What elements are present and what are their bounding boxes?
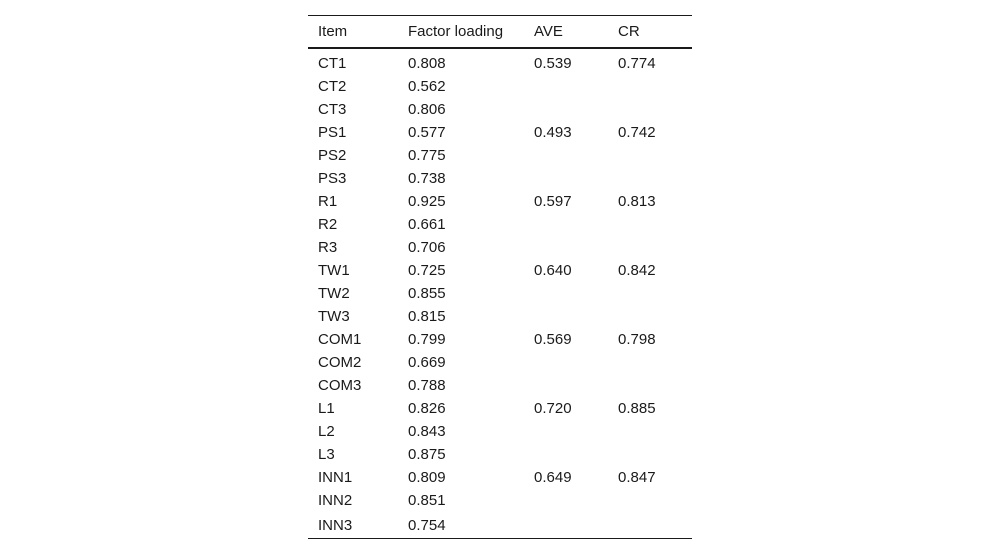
cr-cell [608,489,692,512]
header-cr: CR [608,16,692,49]
table-row [308,512,692,539]
ave-cell: 0.720 [534,400,572,417]
cr-cell [608,236,692,259]
factor-loading-cell: 0.809 [408,469,446,486]
factor-loading-cell: 0.826 [408,400,446,417]
item-cell: TW1 [318,262,350,279]
cr-cell [608,213,692,236]
factor-loading-cell: 0.577 [408,124,446,141]
item-cell: TW3 [318,308,350,325]
item-cell: R1 [318,193,338,210]
factor-loading-table [308,15,692,539]
cr-cell [608,305,692,328]
factor-loading-cell: 0.788 [408,377,446,394]
item-cell: L1 [318,400,335,417]
header-factor-loading: Factor loading [398,16,524,49]
table-row [308,259,692,282]
cr-cell [608,420,692,443]
table-row [308,167,692,190]
cr-cell [608,98,692,121]
item-cell: CT3 [318,101,347,118]
cr-cell [608,167,692,190]
factor-loading-cell: 0.706 [408,239,446,256]
table-row [308,75,692,98]
table-row [308,213,692,236]
item-cell: INN2 [318,492,353,509]
cr-cell [608,351,692,374]
ave-cell [524,144,608,167]
table-row [308,236,692,259]
cr-cell: 0.842 [618,262,656,279]
item-cell: CT1 [318,55,347,72]
ave-cell: 0.640 [534,262,572,279]
ave-cell [524,305,608,328]
ave-cell [524,420,608,443]
table-row [308,121,692,144]
cr-cell [608,443,692,466]
item-cell: COM2 [318,354,362,371]
ave-cell [524,443,608,466]
ave-cell [524,236,608,259]
ave-cell [524,489,608,512]
factor-loading-cell: 0.806 [408,101,446,118]
factor-loading-cell: 0.875 [408,446,446,463]
ave-cell [524,75,608,98]
table-row [308,443,692,466]
ave-cell [524,351,608,374]
factor-loading-cell: 0.843 [408,423,446,440]
header-item: Item [308,16,398,49]
cr-cell [608,374,692,397]
factor-loading-cell: 0.661 [408,216,446,233]
table-row [308,98,692,121]
factor-loading-cell: 0.754 [398,512,524,539]
ave-cell [524,282,608,305]
factor-loading-cell: 0.775 [408,147,446,164]
table-row [308,144,692,167]
ave-cell [524,374,608,397]
cr-cell [608,282,692,305]
table-row [308,282,692,305]
cr-cell [608,144,692,167]
ave-cell: 0.493 [534,124,572,141]
cr-cell: 0.742 [618,124,656,141]
table-body [308,48,692,539]
table-row [308,305,692,328]
item-cell: L3 [318,446,335,463]
item-cell: PS2 [318,147,347,164]
factor-loading-cell: 0.562 [408,78,446,95]
factor-loading-cell: 0.815 [408,308,446,325]
ave-cell [524,167,608,190]
factor-loading-cell: 0.855 [408,285,446,302]
ave-cell: 0.539 [534,55,572,72]
cr-cell: 0.813 [618,193,656,210]
item-cell: PS1 [318,124,347,141]
factor-loading-cell: 0.925 [408,193,446,210]
ave-cell: 0.569 [534,331,572,348]
item-cell: INN1 [318,469,353,486]
factor-loading-cell: 0.738 [408,170,446,187]
table-row [308,328,692,351]
table-row [308,489,692,512]
item-cell: PS3 [318,170,347,187]
table-row [308,420,692,443]
item-cell: COM3 [318,377,362,394]
cr-cell: 0.774 [618,55,656,72]
ave-cell: 0.649 [534,469,572,486]
table-row [308,48,692,75]
cr-cell [608,512,692,539]
item-cell: COM1 [318,331,362,348]
ave-cell [524,512,608,539]
item-cell: R2 [318,216,338,233]
factor-loading-cell: 0.808 [408,55,446,72]
cr-cell: 0.798 [618,331,656,348]
table-row [308,466,692,489]
item-cell: CT2 [318,78,347,95]
table-row [308,190,692,213]
table-row [308,397,692,420]
factor-loading-cell: 0.799 [408,331,446,348]
factor-loading-cell: 0.851 [408,492,446,509]
ave-cell [524,98,608,121]
factor-loading-cell: 0.725 [408,262,446,279]
cr-cell: 0.885 [618,400,656,417]
factor-loading-cell: 0.669 [408,354,446,371]
table-row [308,374,692,397]
header-ave: AVE [524,16,608,49]
table-header [308,16,692,49]
cr-cell: 0.847 [618,469,656,486]
item-cell: TW2 [318,285,350,302]
ave-cell: 0.597 [534,193,572,210]
header-row [308,16,692,49]
table-row [308,351,692,374]
results-table-container [308,15,692,539]
item-cell: INN3 [308,512,398,539]
cr-cell [608,75,692,98]
item-cell: R3 [318,239,338,256]
item-cell: L2 [318,423,335,440]
ave-cell [524,213,608,236]
